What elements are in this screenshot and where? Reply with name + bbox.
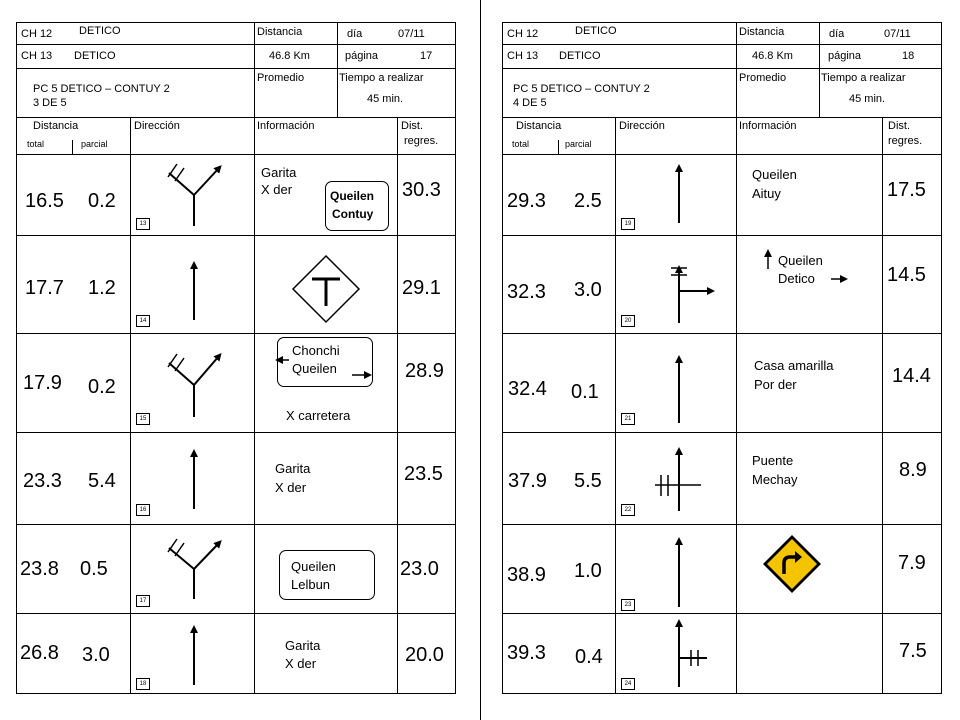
- partial-distance: 0.2: [88, 376, 116, 398]
- partial-distance: 5.4: [88, 470, 116, 492]
- remaining-distance: 29.1: [402, 277, 441, 299]
- info-text: Garita: [285, 638, 321, 653]
- col-distance: Distancia: [33, 120, 79, 132]
- partial-distance: 0.5: [80, 558, 108, 580]
- info-text: X der: [261, 182, 293, 197]
- total-distance: 29.3: [507, 190, 546, 212]
- col-direction: Dirección: [619, 120, 665, 132]
- info-text: Por der: [754, 377, 797, 392]
- route-line-2: 3 DE 5: [33, 97, 67, 109]
- step-number: 24: [621, 678, 635, 690]
- remaining-distance: 23.0: [400, 558, 439, 580]
- right-drawings: [503, 23, 943, 695]
- partial-distance: 1.0: [574, 560, 602, 582]
- page-divider: [480, 0, 481, 720]
- remaining-distance: 28.9: [405, 360, 444, 382]
- info-text: Casa amarilla: [754, 358, 834, 373]
- partial-distance: 2.5: [574, 190, 602, 212]
- fork-junction-icon: [168, 164, 219, 226]
- sign-text: Queilen: [330, 189, 375, 203]
- fork-junction-icon: [168, 354, 219, 417]
- day-label: día: [829, 28, 845, 40]
- roadbook-page-right: [502, 22, 942, 694]
- total-distance: 38.9: [507, 564, 546, 586]
- side-road-right-icon: [671, 268, 711, 323]
- info-text: Garita: [261, 165, 297, 180]
- step-number: 15: [136, 413, 150, 425]
- org-1: DETICO: [575, 25, 617, 37]
- average-label: Promedio: [739, 72, 787, 84]
- info-extra: X carretera: [286, 408, 351, 423]
- route-line-1: PC 5 DETICO – CONTUY 2: [33, 83, 170, 95]
- col-regres-2: regres.: [888, 135, 923, 147]
- step-number: 17: [136, 595, 150, 607]
- col-partial: parcial: [81, 139, 108, 149]
- day-value: 07/11: [398, 28, 425, 40]
- info-text: X der: [285, 656, 317, 671]
- org-1: DETICO: [79, 25, 121, 37]
- time-value: 45 min.: [849, 93, 886, 105]
- partial-distance: 5.5: [574, 470, 602, 492]
- partial-distance: 0.2: [88, 190, 116, 212]
- channel-2: CH 13: [21, 50, 53, 62]
- partial-distance: 0.4: [575, 646, 603, 668]
- info-text: Queilen: [292, 361, 337, 376]
- col-distance: Distancia: [516, 120, 562, 132]
- remaining-distance: 17.5: [887, 179, 926, 201]
- info-text: Queilen: [291, 559, 336, 574]
- fork-junction-icon: [168, 539, 219, 599]
- remaining-distance: 7.5: [899, 640, 927, 662]
- col-regres-1: Dist.: [888, 120, 910, 132]
- col-regres-1: Dist.: [401, 120, 423, 132]
- total-distance: 23.3: [23, 470, 62, 492]
- left-drawings: [17, 23, 457, 695]
- total-distance: 32.4: [508, 378, 547, 400]
- day-label: día: [347, 28, 363, 40]
- channel-2: CH 13: [507, 50, 539, 62]
- partial-distance: 3.0: [82, 644, 110, 666]
- time-value: 45 min.: [367, 93, 404, 105]
- step-number: 13: [136, 218, 150, 230]
- col-direction: Dirección: [134, 120, 180, 132]
- roadbook-page-left: [16, 22, 456, 694]
- col-partial: parcial: [565, 139, 592, 149]
- route-line-1: PC 5 DETICO – CONTUY 2: [513, 83, 650, 95]
- total-distance: 39.3: [507, 642, 546, 664]
- remaining-distance: 14.5: [887, 264, 926, 286]
- remaining-distance: 20.0: [405, 644, 444, 666]
- sign-text: Contuy: [332, 207, 374, 221]
- remaining-distance: 8.9: [899, 459, 927, 481]
- col-regres-2: regres.: [404, 135, 439, 147]
- total-distance: 32.3: [507, 281, 546, 303]
- remaining-distance: 30.3: [402, 179, 441, 201]
- channel-1: CH 12: [507, 28, 539, 40]
- total-distance: 16.5: [25, 190, 64, 212]
- remaining-distance: 7.9: [898, 552, 926, 574]
- t-junction-sign-icon: [293, 256, 359, 322]
- info-text: Queilen: [778, 253, 823, 268]
- total-distance: 26.8: [20, 642, 59, 664]
- time-label: Tiempo a realizar: [821, 72, 906, 84]
- total-distance: 17.7: [25, 277, 64, 299]
- page-value: 18: [902, 50, 915, 62]
- time-label: Tiempo a realizar: [339, 72, 424, 84]
- info-text: Mechay: [752, 472, 798, 487]
- channel-1: CH 12: [21, 28, 53, 40]
- total-distance: 17.9: [23, 372, 62, 394]
- route-line-2: 4 DE 5: [513, 97, 547, 109]
- step-number: 14: [136, 315, 150, 327]
- distance-value: 46.8 Km: [752, 50, 793, 62]
- col-total: total: [512, 139, 530, 149]
- distance-label: Distancia: [739, 26, 785, 38]
- info-text: Queilen: [752, 167, 797, 182]
- info-text: Aituy: [752, 186, 781, 201]
- col-info: Información: [739, 120, 797, 132]
- step-number: 18: [136, 678, 150, 690]
- partial-distance: 3.0: [574, 279, 602, 301]
- step-number: 22: [621, 504, 635, 516]
- distance-value: 46.8 Km: [269, 50, 310, 62]
- step-number: 20: [621, 315, 635, 327]
- step-number: 16: [136, 504, 150, 516]
- step-number: 19: [621, 218, 635, 230]
- total-distance: 37.9: [508, 470, 547, 492]
- page-value: 17: [420, 50, 433, 62]
- partial-distance: 0.1: [571, 381, 599, 403]
- col-total: total: [27, 139, 45, 149]
- info-text: Detico: [778, 271, 815, 286]
- info-text: Garita: [275, 461, 311, 476]
- step-number: 23: [621, 599, 635, 611]
- step-number: 21: [621, 413, 635, 425]
- day-value: 07/11: [884, 28, 911, 40]
- info-text: X der: [275, 480, 307, 495]
- remaining-distance: 14.4: [892, 365, 931, 387]
- info-text: Chonchi: [292, 343, 340, 358]
- org-2: DETICO: [559, 50, 601, 62]
- page-label: página: [828, 50, 862, 62]
- info-text: Puente: [752, 453, 794, 468]
- total-distance: 23.8: [20, 558, 59, 580]
- org-2: DETICO: [74, 50, 116, 62]
- distance-label: Distancia: [257, 26, 303, 38]
- col-info: Información: [257, 120, 315, 132]
- right-turn-warning-sign-icon: [763, 535, 821, 593]
- average-label: Promedio: [257, 72, 305, 84]
- bridge-crossing-icon: [655, 451, 701, 511]
- info-text: Lelbun: [291, 577, 331, 592]
- remaining-distance: 23.5: [404, 463, 443, 485]
- partial-distance: 1.2: [88, 277, 116, 299]
- side-road-right-icon: [679, 623, 707, 687]
- page-label: página: [345, 50, 379, 62]
